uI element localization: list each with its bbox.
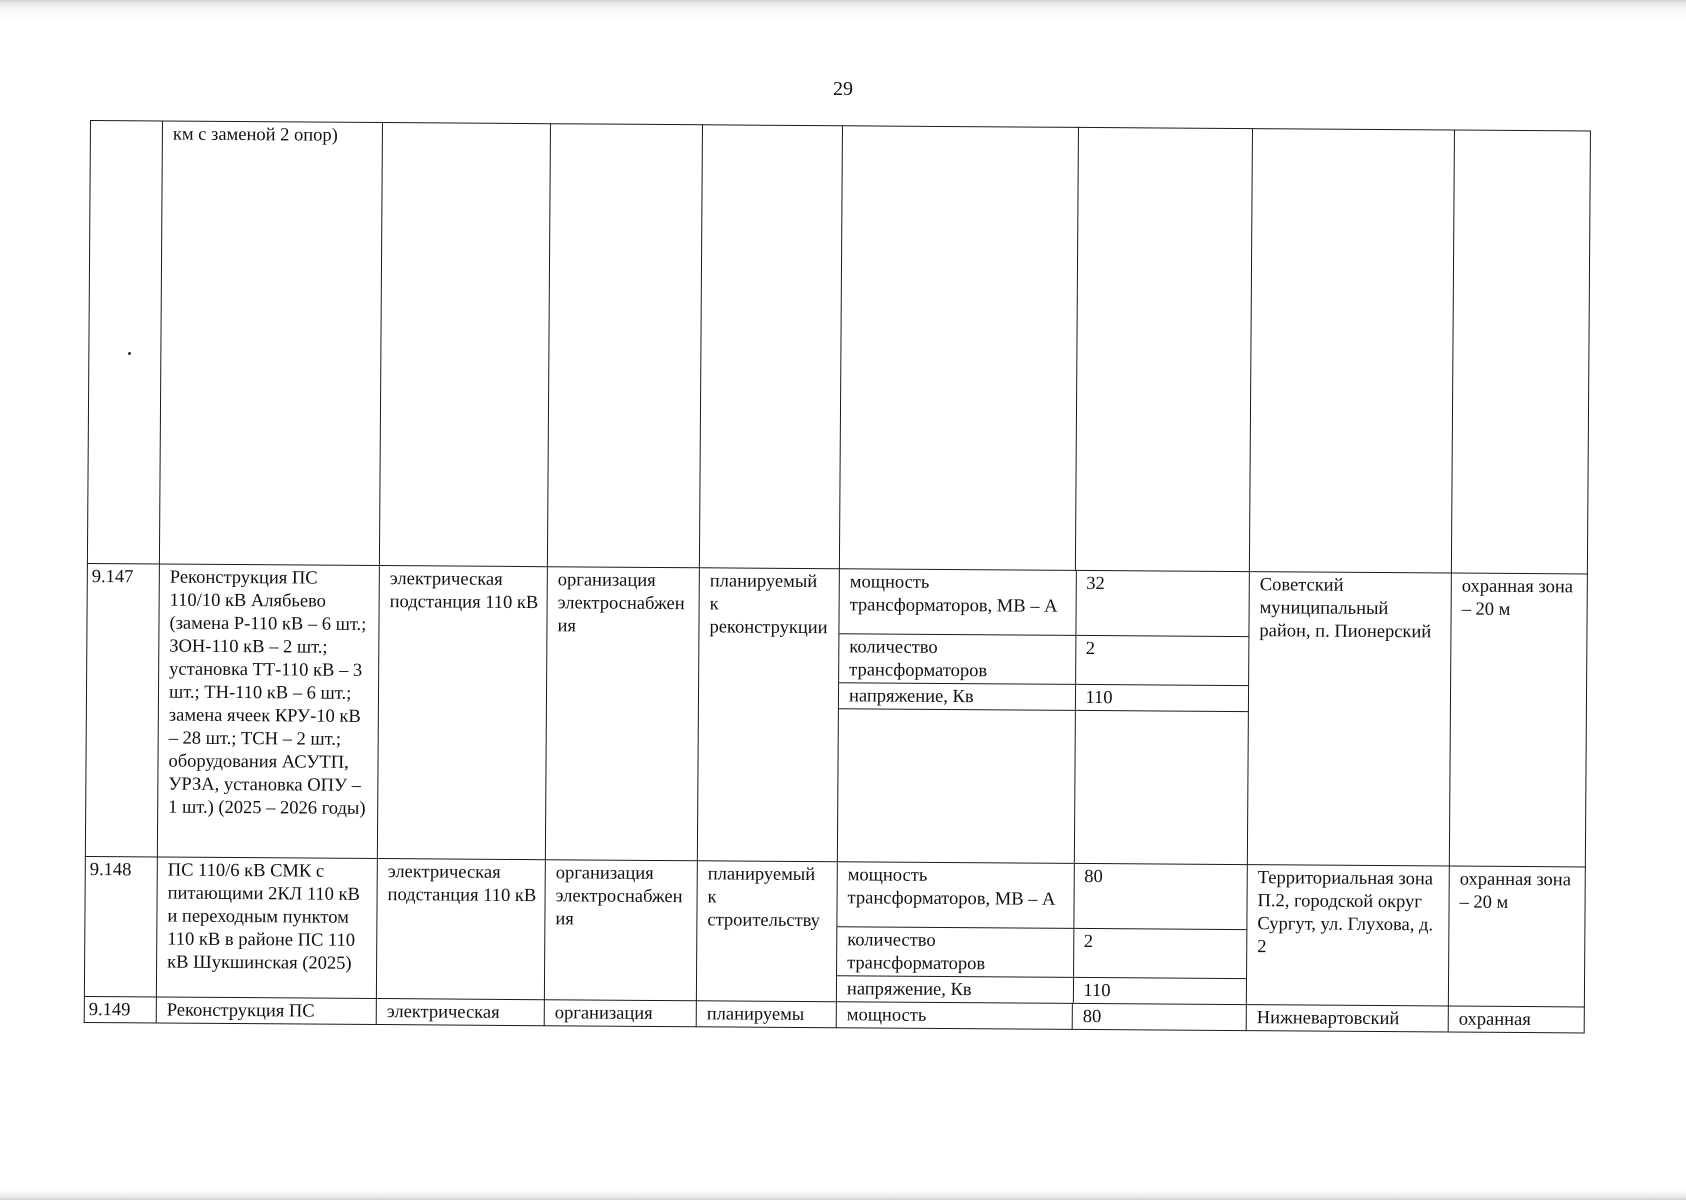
cell-num: 9.149 <box>84 996 156 1023</box>
cell-status: планируемы <box>696 1001 836 1028</box>
param-label: напряжение, Кв <box>839 683 1075 711</box>
param-row <box>837 927 1247 979</box>
param-row <box>837 862 1247 929</box>
cell-zone: охранная зона – 20 м <box>1448 866 1585 1007</box>
cell-num <box>87 121 162 564</box>
cell-param-label <box>839 126 1078 571</box>
cell-name: км с заменой 2 опор) <box>159 121 382 566</box>
cell-num: 9.147 <box>85 563 159 856</box>
cell-location: Нижневартовский <box>1246 1005 1448 1032</box>
param-value <box>1074 710 1249 864</box>
param-row <box>839 683 1249 712</box>
param-value: 2 <box>1075 635 1249 685</box>
objects-table <box>84 120 1591 1033</box>
cell-type: электрическая подстанция 110 кВ <box>376 859 545 1000</box>
param-row <box>839 569 1249 636</box>
param-label: количество трансформаторов <box>837 927 1073 978</box>
cell-purpose <box>547 124 702 568</box>
param-value: 2 <box>1073 928 1247 978</box>
cell-status: планируемый к строительству <box>696 861 837 1002</box>
cell-name: Реконструкция ПС 110/10 кВ Алябьево (замена Р-110 кВ – 6 шт.; ЗОН-110 кВ – 2 шт.; установка ТТ-110 кВ – 3 шт.; ТН-110 кВ – 6 шт.; замена ячеек КРУ-10 кВ – 28 шт.; ТСН – 2 шт.; оборудования АСУТП, УРЗА, установка ОПУ – 1 шт.) (2025 – 2026 годы) <box>157 564 379 859</box>
param-label: мощность трансформаторов, МВ – А <box>839 569 1075 635</box>
cell-name: Реконструкция ПС <box>156 997 376 1025</box>
param-label: количество трансформаторов <box>839 634 1075 685</box>
page-number: 29 <box>833 78 853 100</box>
param-row <box>839 634 1249 686</box>
cell-status: планируемый к реконструкции <box>697 568 839 862</box>
cell-params <box>836 862 1247 1005</box>
cell-location <box>1249 129 1454 573</box>
cell-location: Территориальная зона П.2, городской округ Сургут, ул. Глухова, д. 2 <box>1246 865 1449 1006</box>
params-subtable <box>837 862 1247 1004</box>
param-label: напряжение, Кв <box>846 979 972 1001</box>
cell-status <box>699 125 842 569</box>
cell-purpose: организация <box>544 1000 696 1027</box>
table-row-9-148 <box>84 856 1585 1006</box>
param-value: 32 <box>1075 571 1249 637</box>
param-row-empty <box>838 709 1249 864</box>
cell-param-value <box>1075 127 1252 571</box>
cell-param-label: мощность <box>836 1002 1072 1030</box>
cell-zone: охранная зона – 20 м <box>1449 573 1587 867</box>
param-value: 80 <box>1073 864 1247 930</box>
cell-params <box>837 569 1249 865</box>
cell-purpose: организация электроснабжения <box>545 567 699 861</box>
scan-edge-bottom <box>0 1190 1686 1200</box>
cell-location: Советский муниципальный район, п. Пионерский <box>1247 572 1451 866</box>
params-subtable <box>838 569 1250 864</box>
param-value: 110 <box>1075 684 1249 711</box>
param-label <box>838 709 1075 863</box>
cell-type: электрическая подстанция 110 кВ <box>377 566 547 860</box>
cell-name: ПС 110/6 кВ СМК с питающими 2КЛ 110 кВ и переходным пунктом 110 кВ в районе ПС 110 кВ Шукшинская (2025) <box>156 857 377 999</box>
scan-edge-top <box>0 0 1686 22</box>
cell-num: 9.148 <box>84 856 157 996</box>
param-value: 110 <box>1073 977 1247 1004</box>
cell-zone <box>1451 130 1590 574</box>
param-row <box>837 976 1247 1004</box>
param-label: мощность трансформаторов, МВ – А <box>837 862 1073 928</box>
cell-param-value: 80 <box>1072 1003 1246 1030</box>
cell-purpose: организация электроснабжения <box>544 860 697 1001</box>
cell-zone: охранная <box>1448 1006 1584 1033</box>
cell-type <box>379 123 550 567</box>
table-row-9-147 <box>85 563 1587 866</box>
table-row-continuation <box>87 121 1590 574</box>
cell-type: электрическая <box>376 999 544 1026</box>
